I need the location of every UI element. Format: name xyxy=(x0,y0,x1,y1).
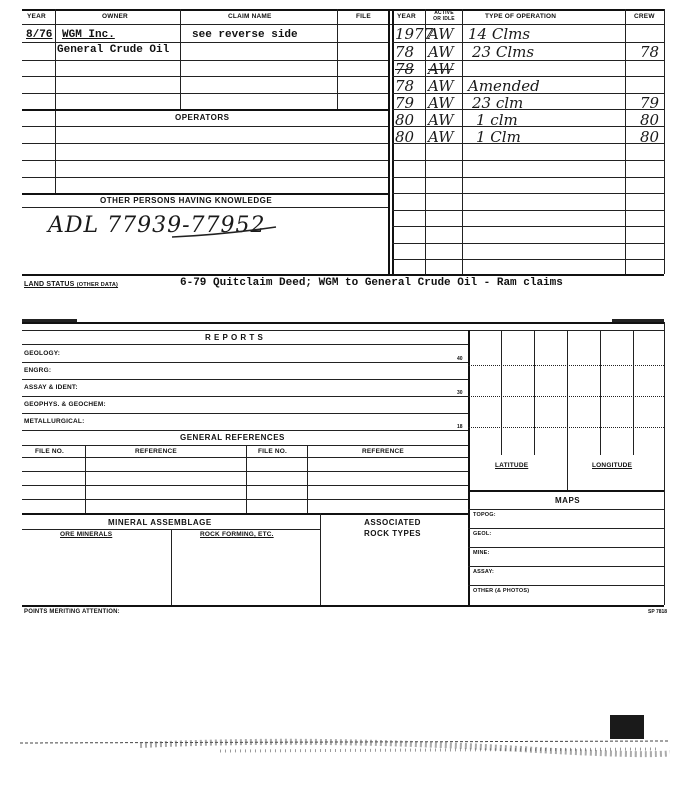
ore-minerals-label: ORE MINERALS xyxy=(60,531,113,538)
map-other: OTHER (& PHOTOS) xyxy=(473,588,530,594)
header-year-2: YEAR xyxy=(397,13,416,20)
activity-type: 23 clm xyxy=(472,94,524,112)
activity-year: 79 xyxy=(395,94,415,112)
adl-numbers: ADL 77939-77952 xyxy=(48,213,266,238)
report-geology: GEOLOGY: xyxy=(24,350,61,357)
points-meriting-attention: POINTS MERITING ATTENTION: xyxy=(24,609,120,615)
header-active-idle xyxy=(426,10,462,22)
header-year: YEAR xyxy=(27,13,46,20)
activity-type: 1 clm xyxy=(476,111,518,129)
ref-reference-2: REFERENCE xyxy=(362,448,404,455)
entry-year: 8/76 xyxy=(26,29,53,41)
form-code: SP 7818 xyxy=(648,609,668,615)
associated-label: ASSOCIATED xyxy=(364,518,421,527)
other-persons-label: OTHER PERSONS HAVING KNOWLEDGE xyxy=(100,196,273,205)
activity-type: Amended xyxy=(468,77,540,95)
activity-year: 1977 xyxy=(395,25,434,43)
adl-underline xyxy=(170,225,280,239)
map-mine: MINE: xyxy=(473,550,490,556)
longitude-label: LONGITUDE xyxy=(592,462,633,469)
land-status-label xyxy=(24,281,118,288)
header-owner: OWNER xyxy=(102,13,128,20)
header-type-of-operation: TYPE OF OPERATION xyxy=(485,13,557,20)
reports-title: R E P O R T S xyxy=(205,333,264,342)
activity-type: 14 Clms xyxy=(468,25,531,43)
header-claim-name: CLAIM NAME xyxy=(228,13,272,20)
entry-claim-name: see reverse side xyxy=(192,29,298,41)
associated-rock-types xyxy=(330,517,455,539)
activity-crew: 80 xyxy=(640,111,660,129)
land-status-sub: (OTHER DATA) xyxy=(76,282,119,288)
header-active: ACTIVE xyxy=(434,10,454,16)
activity-year: 80 xyxy=(395,111,415,129)
land-status-text: 6-79 Quitclaim Deed; WGM to General Crude Oil - Ram claims xyxy=(180,277,563,289)
ref-reference-1: REFERENCE xyxy=(135,448,177,455)
report-assay: ASSAY & IDENT: xyxy=(24,384,78,391)
report-geophys: GEOPHYS. & GEOCHEM: xyxy=(24,401,106,408)
latitude-label: LATITUDE xyxy=(495,462,529,469)
activity-year: 78 xyxy=(395,77,415,95)
rock-forming-label: ROCK FORMING, ETC. xyxy=(200,531,274,538)
activity-year: 78 xyxy=(395,43,415,61)
entry-owner-line1: WGM Inc. xyxy=(62,29,115,41)
rock-types-label: ROCK TYPES xyxy=(363,529,421,538)
scan-noise xyxy=(20,715,670,775)
report-engrg: ENGRG: xyxy=(24,367,52,374)
activity-status: AW xyxy=(428,111,454,129)
map-geol: GEOL: xyxy=(473,531,492,537)
header-crew: CREW xyxy=(634,13,655,20)
header-or-idle: OR IDLE xyxy=(433,16,455,22)
report-metallurgical-num: 18 xyxy=(457,424,463,430)
activity-status: AW xyxy=(428,77,454,95)
activity-crew: 78 xyxy=(640,43,660,61)
activity-type: 1 Clm xyxy=(476,128,521,146)
activity-year: 80 xyxy=(395,128,415,146)
entry-owner-line2: General Crude Oil xyxy=(57,44,170,56)
general-references-title: GENERAL REFERENCES xyxy=(180,433,285,442)
activity-crew: 79 xyxy=(640,94,660,112)
activity-type: 23 Clms xyxy=(472,43,535,61)
land-status-title: LAND STATUS xyxy=(24,281,75,288)
maps-title: MAPS xyxy=(555,496,581,505)
activity-status: AW xyxy=(428,94,454,112)
report-assay-num: 30 xyxy=(457,390,463,396)
ref-file-no-1: FILE NO. xyxy=(35,448,65,455)
mineral-assemblage-title: MINERAL ASSEMBLAGE xyxy=(108,518,212,527)
header-file: FILE xyxy=(356,13,371,20)
activity-crew: 80 xyxy=(640,128,660,146)
activity-status: AW xyxy=(428,43,454,61)
report-geology-num: 40 xyxy=(457,356,463,362)
activity-status: AW xyxy=(428,60,454,78)
ref-file-no-2: FILE NO. xyxy=(258,448,288,455)
activity-year: 78 xyxy=(395,60,415,78)
activity-status: AW xyxy=(428,25,454,43)
map-assay: ASSAY: xyxy=(473,569,495,575)
map-topog: TOPOG: xyxy=(473,512,496,518)
report-metallurgical: METALLURGICAL: xyxy=(24,418,85,425)
activity-status: AW xyxy=(428,128,454,146)
operators-label: OPERATORS xyxy=(175,113,230,122)
